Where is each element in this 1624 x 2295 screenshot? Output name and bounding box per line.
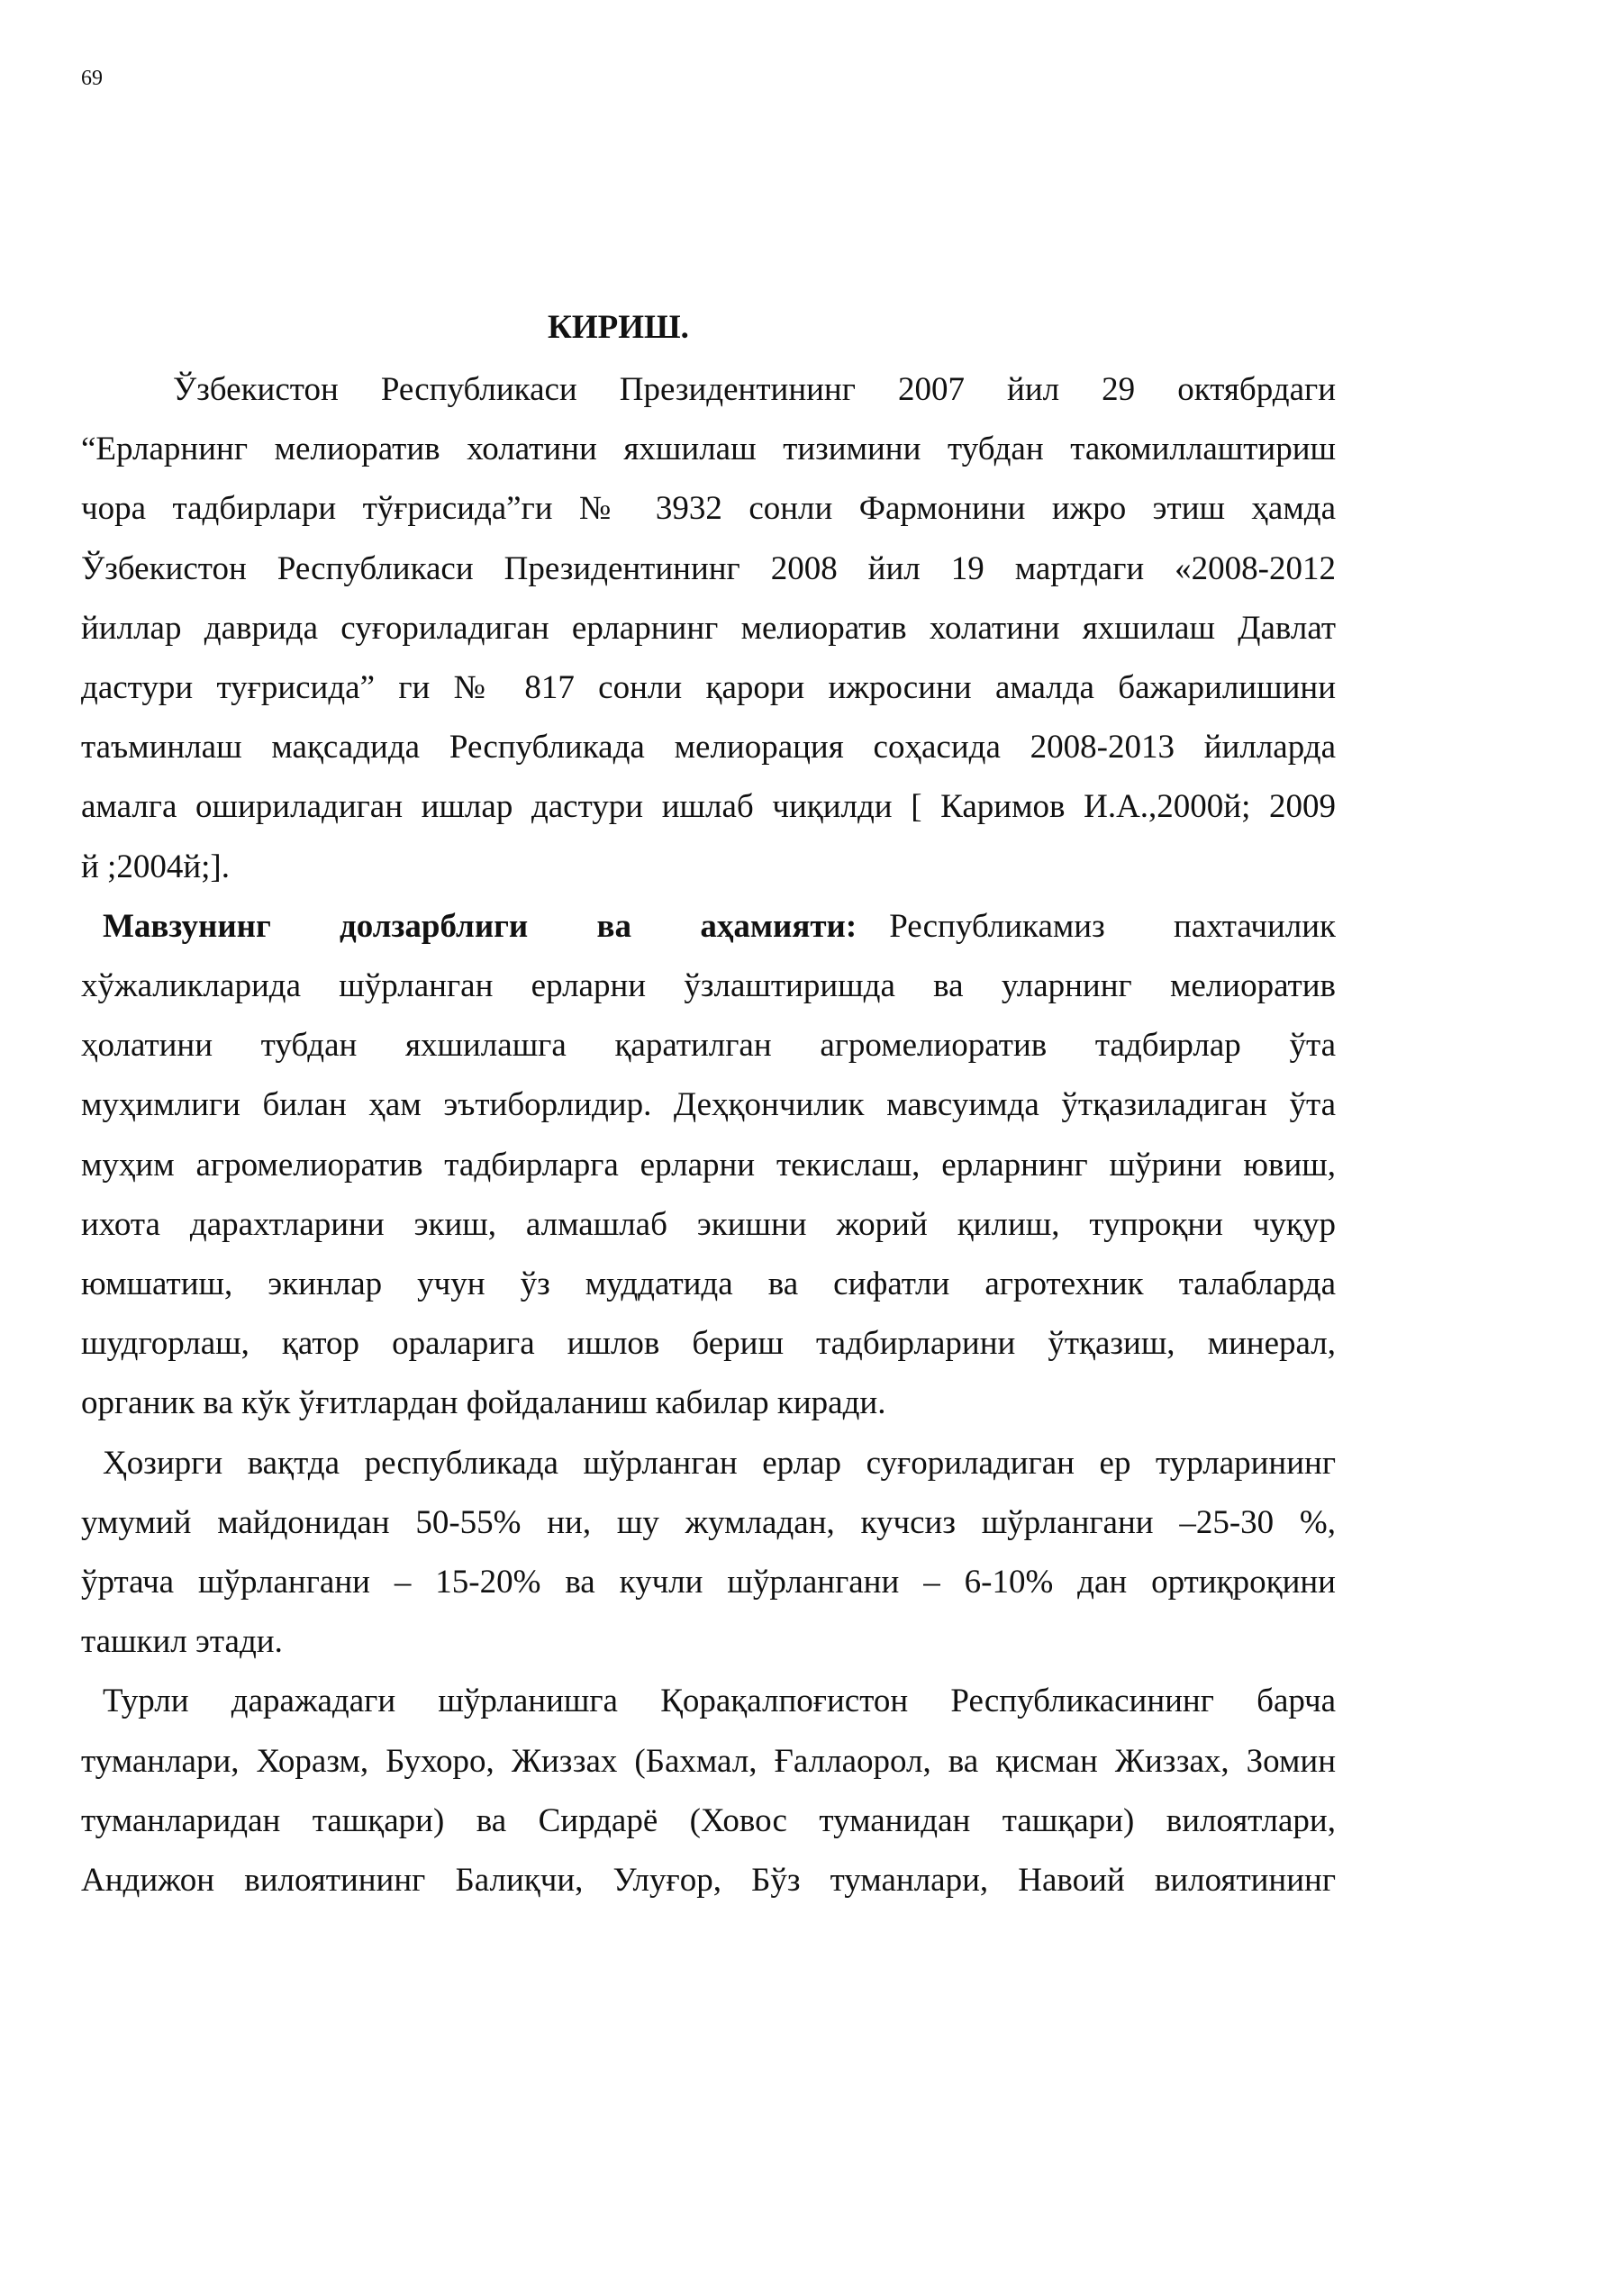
text-line: ташкил этади. [81, 1623, 283, 1661]
text-line: Ўзбекистон Республикаси Президентининг 2007 йил 29 октябрдаги [173, 371, 1336, 408]
text-line: Андижон вилоятининг Балиқчи, Улуғор, Бўз туманлари, Навоий вилоятининг [81, 1862, 1336, 1900]
text-line: ҳолатини тубдан яхшилашга қаратилган агромелиоратив тадбирлар ўта [81, 1027, 1336, 1065]
text-line: ўртача шўрлангани – 15-20% ва кучли шўрлангани – 6-10% дан ортиқроқини [81, 1564, 1336, 1601]
text-line: ихота дарахтларини экиш, алмашлаб экишни жорий қилиш, тупроқни чуқур [81, 1205, 1336, 1243]
paragraph-regions [81, 1672, 1336, 1910]
document-body [81, 360, 1336, 1910]
text-line: муҳим агромелиоратив тадбирларга ерларни текислаш, ерларнинг шўрини ювиш, [81, 1146, 1336, 1184]
text-fragment: Республикамиз пахтачилик [889, 907, 1337, 945]
text-line-with-lead [81, 897, 1336, 957]
text-line: Ҳозирги вақтда республикада шўрланган ерлар суғориладиган ер турларининг [103, 1444, 1336, 1482]
text-line: туманларидан ташқари) ва Сирдарё (Ховос туманидан ташқари) вилоятлари, [81, 1801, 1336, 1839]
paragraph-relevance [81, 897, 1336, 1434]
text-line: йиллар даврида суғориладиган ерларнинг мелиоратив холатини яхшилаш Давлат [81, 609, 1336, 647]
text-line: шудгорлаш, қатор ораларига ишлов бериш тадбирларини ўтқазиш, минерал, [81, 1325, 1336, 1363]
text-line: Ўзбекистон Республикаси Президентининг 2008 йил 19 мартдаги «2008-2012 [81, 549, 1336, 587]
text-line: дастури туғрисида” ги № 817 сонли қарори ижросини амалда бажарилишини [81, 669, 1336, 707]
text-line: й ;2004й;]. [81, 848, 230, 885]
text-line: юмшатиш, экинлар учун ўз муддатида ва сифатли агротехник талабларда [81, 1265, 1336, 1303]
text-line: Турли даражадаги шўрланишга Қорақалпоғистон Республикасининг барча [103, 1683, 1336, 1720]
text-line: муҳимлиги билан ҳам эътиборлидир. Деҳқончилик мавсуимда ўтқазиладиган ўта [81, 1086, 1336, 1124]
text-line: “Ерларнинг мелиоратив холатини яхшилаш тизимини тубдан такомиллаштириш [81, 431, 1336, 468]
section-title: КИРИШ. [548, 309, 689, 346]
paragraph-salinity-share [81, 1434, 1336, 1673]
text-line: чора тадбирлари тўғрисида”ги № 3932 сонли Фармонини ижро этиш ҳамда [81, 490, 1336, 528]
text-line: амалга ошириладиган ишлар дастури ишлаб чиқилди [ Каримов И.А.,2000й; 2009 [81, 788, 1336, 826]
relevance-heading: Мавзунинг долзарблиги ва аҳамияти: [103, 907, 857, 945]
page-number: 69 [81, 67, 103, 90]
text-line: органик ва кўк ўғитлардан фойдаланиш кабилар киради. [81, 1384, 886, 1422]
paragraph-decree-intro [81, 360, 1336, 897]
text-line: туманлари, Хоразм, Бухоро, Жиззах (Бахмал, Ғаллаорол, ва қисман Жиззах, Зомин [81, 1742, 1336, 1780]
text-line: хўжаликларида шўрланган ерларни ўзлаштиришда ва уларнинг мелиоратив [81, 967, 1336, 1005]
text-line: таъминлаш мақсадида Республикада мелиорация соҳасида 2008-2013 йилларда [81, 729, 1336, 767]
text-line: умумий майдонидан 50-55% ни, шу жумладан, кучсиз шўрлангани –25-30 %, [81, 1503, 1336, 1541]
